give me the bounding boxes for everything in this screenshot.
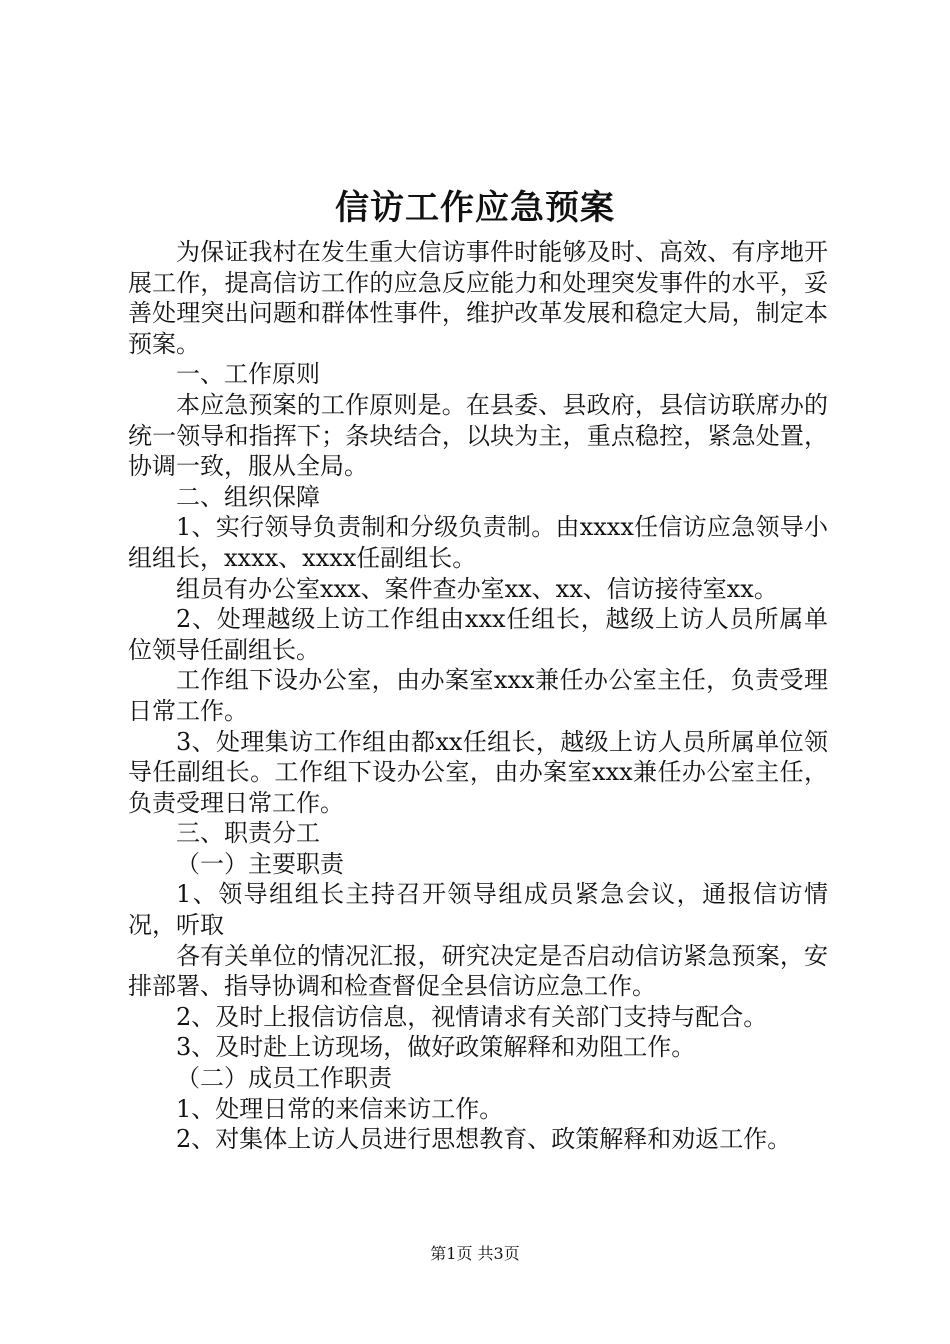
document-body (128, 237, 828, 1155)
document-title: 信访工作应急预案 (335, 188, 615, 228)
paragraph-member-duty-2: 2、对集体上访人员进行思想教育、政策解释和劝返工作。 (176, 1125, 792, 1154)
paragraph-duty-1-cont: 各有关单位的情况汇报，研究决定是否启动信访紧急预案，安排部署、指导协调和检查督促全县信访应急工作。 (128, 941, 828, 1001)
page-footer: 第1页 共3页 (430, 1244, 520, 1263)
subsection-heading-main-duties: （一）主要职责 (176, 849, 344, 878)
paragraph-organization-members: 组员有办公室xxx、案件查办室xx、xx、信访接待室xx。 (176, 574, 778, 603)
paragraph-duty-2: 2、及时上报信访信息，视情请求有关部门支持与配合。 (176, 1002, 768, 1031)
paragraph-duty-1: 1、领导组组长主持召开领导组成员紧急会议，通报信访情况，听取 (128, 880, 828, 940)
paragraph-member-duty-1: 1、处理日常的来信来访工作。 (176, 1094, 504, 1123)
paragraph-principles: 本应急预案的工作原则是。在县委、县政府，县信访联席办的统一领导和指挥下；条块结合，以块为主，重点稳控，紧急处置，协调一致，服从全局。 (128, 390, 828, 481)
subsection-heading-member-duties: （二）成员工作职责 (176, 1064, 392, 1093)
paragraph-organization-office: 工作组下设办公室，由办案室xxx兼任办公室主任，负责受理日常工作。 (128, 666, 828, 725)
paragraph-organization-2: 2、处理越级上访工作组由xxx任组长，越级上访人员所属单位领导任副组长。 (128, 605, 828, 664)
section-heading-principles: 一、工作原则 (176, 360, 320, 389)
section-heading-duties: 三、职责分工 (176, 819, 320, 848)
paragraph-organization-3: 3、处理集访工作组由都xx任组长，越级上访人员所属单位领导任副组长。工作组下设办公室，由办案室xxx兼任办公室主任，负责受理日常工作。 (128, 727, 828, 817)
paragraph-duty-3: 3、及时赴上访现场，做好政策解释和劝阻工作。 (176, 1033, 696, 1062)
paragraph-organization-1: 1、实行领导负责制和分级负责制。由xxxx任信访应急领导小组组长，xxxx、xxxx任副组长。 (128, 513, 828, 572)
paragraph-intro: 为保证我村在发生重大信访事件时能够及时、高效、有序地开展工作，提高信访工作的应急反应能力和处理突发事件的水平，妥善处理突出问题和群体性事件，维护改革发展和稳定大局，制定本预案。 (128, 238, 828, 358)
section-heading-organization: 二、组织保障 (176, 482, 320, 511)
